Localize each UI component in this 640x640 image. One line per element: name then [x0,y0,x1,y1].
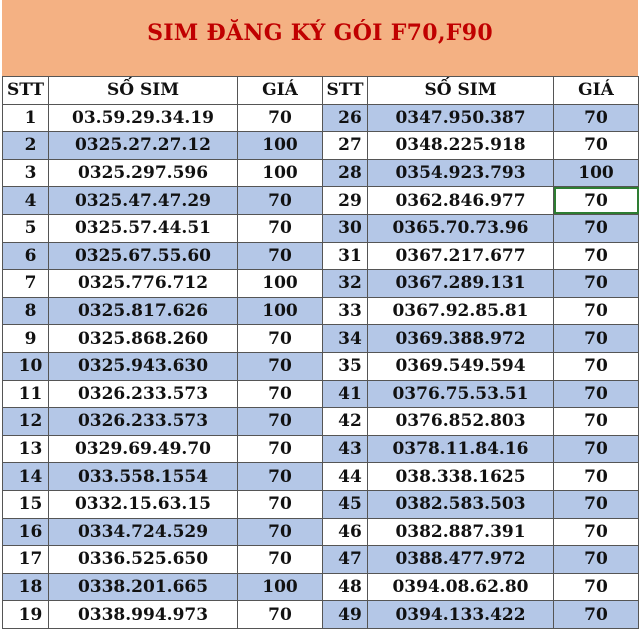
sim-number-cell[interactable]: 0347.950.387 [368,104,554,132]
stt-cell[interactable]: 9 [3,325,49,353]
sim-number-cell[interactable]: 0338.994.973 [49,601,238,629]
stt-cell[interactable]: 31 [323,242,368,270]
stt-cell[interactable]: 15 [3,490,49,518]
price-cell[interactable]: 70 [238,242,323,270]
stt-cell[interactable]: 47 [323,546,368,574]
sim-number-cell[interactable]: 0332.15.63.15 [49,490,238,518]
price-cell[interactable]: 70 [238,518,323,546]
stt-cell[interactable]: 27 [323,132,368,160]
sim-number-cell[interactable]: 0334.724.529 [49,518,238,546]
sim-number-cell[interactable]: 0367.217.677 [368,242,554,270]
stt-cell[interactable]: 45 [323,490,368,518]
stt-cell[interactable]: 48 [323,573,368,601]
sim-number-cell[interactable]: 0336.525.650 [49,546,238,574]
sim-number-cell[interactable]: 0325.57.44.51 [49,214,238,242]
price-cell[interactable]: 70 [554,463,639,491]
sim-number-cell[interactable]: 03.59.29.34.19 [49,104,238,132]
sim-number-cell[interactable]: 038.338.1625 [368,463,554,491]
sim-number-cell[interactable]: 0369.549.594 [368,352,554,380]
stt-cell[interactable]: 10 [3,352,49,380]
price-cell[interactable]: 70 [238,463,323,491]
sim-number-cell[interactable]: 0325.47.47.29 [49,187,238,215]
stt-cell[interactable]: 8 [3,297,49,325]
price-cell[interactable]: 70 [554,325,639,353]
page-title: SIM ĐĂNG KÝ GÓI F70,F90 [147,20,493,46]
price-cell[interactable]: 100 [238,270,323,298]
price-cell[interactable]: 70 [554,380,639,408]
stt-cell[interactable]: 3 [3,159,49,187]
price-cell[interactable]: 70 [554,546,639,574]
stt-cell[interactable]: 16 [3,518,49,546]
sim-number-cell[interactable]: 0325.817.626 [49,297,238,325]
stt-cell[interactable]: 19 [3,601,49,629]
sim-number-cell[interactable]: 0382.887.391 [368,518,554,546]
price-cell[interactable]: 70 [554,573,639,601]
price-cell[interactable]: 70 [554,132,639,160]
stt-cell[interactable]: 42 [323,408,368,436]
price-cell[interactable]: 70 [554,297,639,325]
sim-number-cell[interactable]: 0325.943.630 [49,352,238,380]
sim-number-cell[interactable]: 0378.11.84.16 [368,435,554,463]
sim-number-cell[interactable]: 0367.92.85.81 [368,297,554,325]
table-row [3,297,639,325]
table-row [3,573,639,601]
stt-cell[interactable]: 34 [323,325,368,353]
stt-cell[interactable]: 17 [3,546,49,574]
price-cell[interactable]: 70 [554,104,639,132]
price-cell[interactable]: 70 [554,270,639,298]
stt-cell[interactable]: 29 [323,187,368,215]
price-cell[interactable]: 100 [554,159,639,187]
price-cell[interactable]: 70 [238,352,323,380]
header-gia-left: GIÁ [238,77,323,105]
price-cell[interactable]: 70 [238,187,323,215]
table-row [3,408,639,436]
table-row [3,159,639,187]
sim-number-cell[interactable]: 0388.477.972 [368,546,554,574]
stt-cell[interactable]: 41 [323,380,368,408]
stt-cell[interactable]: 33 [323,297,368,325]
table-row [3,463,639,491]
table-row [3,380,639,408]
table-row [3,352,639,380]
stt-cell[interactable]: 43 [323,435,368,463]
stt-cell[interactable]: 4 [3,187,49,215]
header-so-sim-left: SỐ SIM [49,77,238,105]
table-row [3,490,639,518]
price-cell[interactable]: 70 [238,490,323,518]
sim-number-cell[interactable]: 0338.201.665 [49,573,238,601]
price-cell[interactable]: 70 [554,490,639,518]
stt-cell[interactable]: 35 [323,352,368,380]
price-cell[interactable]: 70 [554,187,639,215]
price-cell[interactable]: 100 [238,297,323,325]
sim-table [2,76,639,629]
price-cell[interactable]: 70 [238,214,323,242]
price-cell[interactable]: 70 [554,352,639,380]
price-cell[interactable]: 100 [238,159,323,187]
table-row [3,601,639,629]
title-banner [2,0,638,76]
stt-cell[interactable]: 46 [323,518,368,546]
header-stt-left: STT [3,77,49,105]
sim-number-cell[interactable]: 0365.70.73.96 [368,214,554,242]
sim-number-cell[interactable]: 0376.852.803 [368,408,554,436]
sim-number-cell[interactable]: 0326.233.573 [49,408,238,436]
stt-cell[interactable]: 7 [3,270,49,298]
table-row [3,435,639,463]
price-cell[interactable]: 70 [554,242,639,270]
sim-number-cell[interactable]: 0394.133.422 [368,601,554,629]
sim-number-cell[interactable]: 0325.776.712 [49,270,238,298]
stt-cell[interactable]: 26 [323,104,368,132]
sim-number-cell[interactable]: 0348.225.918 [368,132,554,160]
table-row [3,104,639,132]
price-cell[interactable]: 70 [238,546,323,574]
price-cell[interactable]: 70 [238,408,323,436]
stt-cell[interactable]: 28 [323,159,368,187]
price-cell[interactable]: 70 [238,325,323,353]
stt-cell[interactable]: 6 [3,242,49,270]
sim-number-cell[interactable]: 0325.868.260 [49,325,238,353]
stt-cell[interactable]: 2 [3,132,49,160]
header-gia-right: GIÁ [554,77,639,105]
sim-number-cell[interactable]: 0376.75.53.51 [368,380,554,408]
sim-number-cell[interactable]: 0326.233.573 [49,380,238,408]
stt-cell[interactable]: 5 [3,214,49,242]
price-cell[interactable]: 70 [238,104,323,132]
table-row [3,187,639,215]
price-cell[interactable]: 100 [238,573,323,601]
price-cell[interactable]: 70 [554,408,639,436]
sim-number-cell[interactable]: 0382.583.503 [368,490,554,518]
sim-number-cell[interactable]: 0325.67.55.60 [49,242,238,270]
table-row [3,518,639,546]
stt-cell[interactable]: 11 [3,380,49,408]
sim-number-cell[interactable]: 0354.923.793 [368,159,554,187]
price-cell[interactable]: 70 [554,214,639,242]
table-row [3,270,639,298]
price-cell[interactable]: 70 [554,435,639,463]
table-row [3,325,639,353]
price-cell[interactable]: 70 [238,380,323,408]
table-header-row [3,77,639,105]
stt-cell[interactable]: 32 [323,270,368,298]
sim-number-cell[interactable]: 0369.388.972 [368,325,554,353]
sim-number-cell[interactable]: 0394.08.62.80 [368,573,554,601]
stt-cell[interactable]: 30 [323,214,368,242]
header-stt-right: STT [323,77,368,105]
sim-number-cell[interactable]: 0362.846.977 [368,187,554,215]
table-row [3,214,639,242]
table-row [3,132,639,160]
sim-number-cell[interactable]: 0329.69.49.70 [49,435,238,463]
stt-cell[interactable]: 49 [323,601,368,629]
stt-cell[interactable]: 44 [323,463,368,491]
table-row [3,546,639,574]
price-cell[interactable]: 70 [554,601,639,629]
price-cell[interactable]: 70 [238,435,323,463]
stt-cell[interactable]: 13 [3,435,49,463]
stt-cell[interactable]: 14 [3,463,49,491]
sim-number-cell[interactable]: 0325.27.27.12 [49,132,238,160]
price-cell[interactable]: 100 [238,132,323,160]
price-cell[interactable]: 70 [238,601,323,629]
price-cell[interactable]: 70 [554,518,639,546]
stt-cell[interactable]: 1 [3,104,49,132]
sim-number-cell[interactable]: 0367.289.131 [368,270,554,298]
header-so-sim-right: SỐ SIM [368,77,554,105]
stt-cell[interactable]: 18 [3,573,49,601]
sim-number-cell[interactable]: 0325.297.596 [49,159,238,187]
table-row [3,242,639,270]
sim-number-cell[interactable]: 033.558.1554 [49,463,238,491]
stt-cell[interactable]: 12 [3,408,49,436]
